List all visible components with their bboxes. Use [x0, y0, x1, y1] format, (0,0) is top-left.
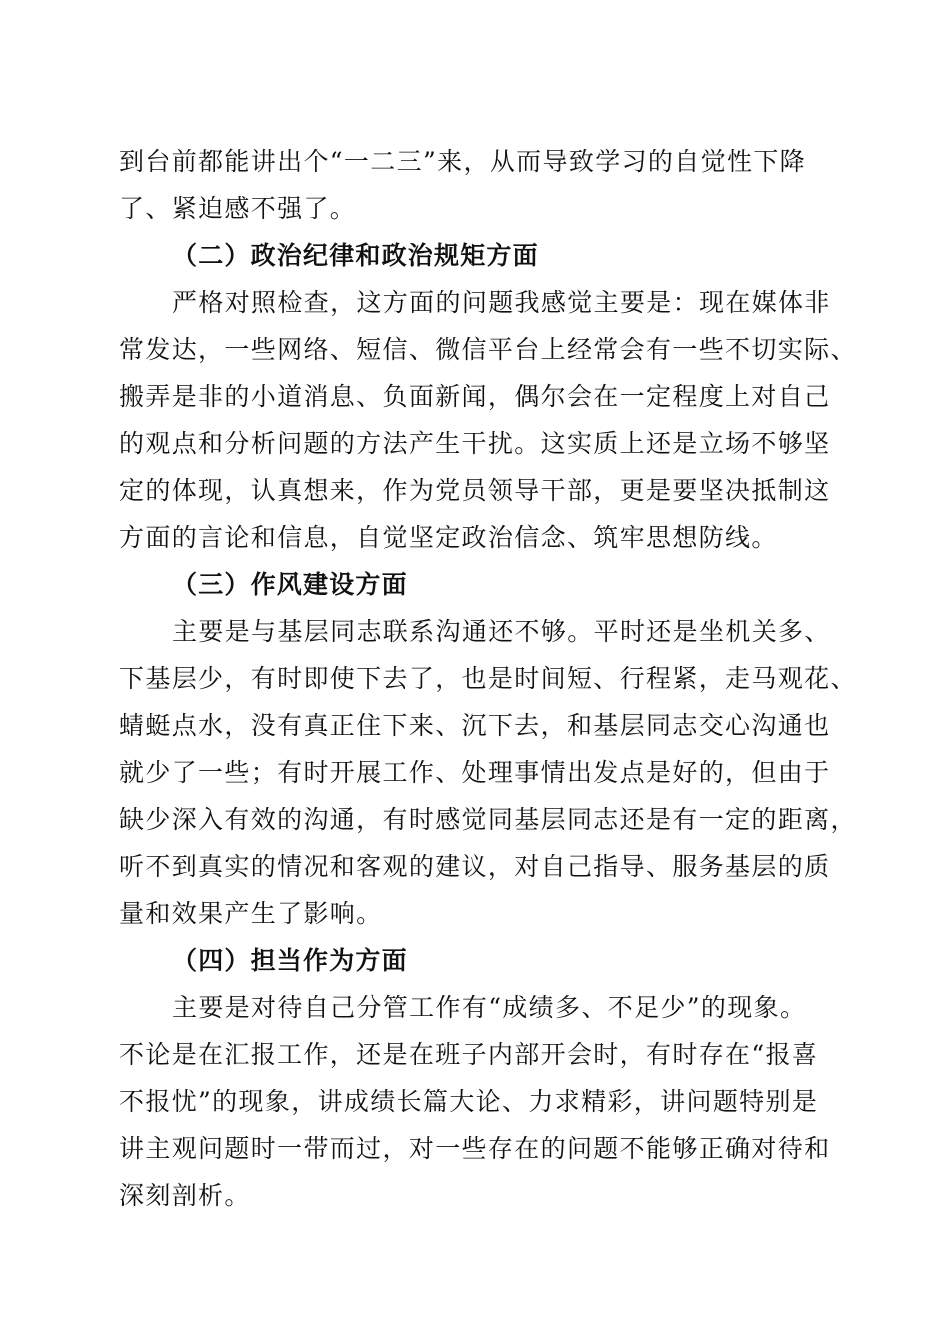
text-line: 主要是与基层同志联系沟通还不够。平时还是坐机关多、: [172, 617, 831, 646]
text-line: 了、紧迫感不强了。: [119, 194, 357, 223]
section-heading-work-style: （三）作风建设方面: [172, 570, 408, 599]
text-line: 缺少深入有效的沟通，有时感觉同基层同志还是有一定的距离，: [119, 805, 857, 834]
text-line: 下基层少，有时即使下去了，也是时间短、行程紧，走马观花、: [119, 664, 857, 693]
text-line: 深刻剖析。: [119, 1181, 251, 1210]
section-heading-political-discipline: （二）政治纪律和政治规矩方面: [172, 241, 539, 270]
text-line: 讲主观问题时一带而过，对一些存在的问题不能够正确对待和: [119, 1134, 831, 1163]
text-line: 定的体现，认真想来，作为党员领导干部，更是要坚决抵制这: [119, 476, 831, 505]
section-heading-responsibility: （四）担当作为方面: [172, 946, 408, 975]
text-line: 主要是对待自己分管工作有“成绩多、不足少”的现象。: [172, 993, 807, 1022]
text-line: 不报忧”的现象，讲成绩长篇大论、力求精彩，讲问题特别是: [119, 1087, 819, 1116]
text-line: 严格对照检查，这方面的问题我感觉主要是：现在媒体非: [172, 288, 831, 317]
text-line: 蜻蜓点水，没有真正住下来、沉下去，和基层同志交心沟通也: [119, 711, 831, 740]
text-line: 不论是在汇报工作，还是在班子内部开会时，有时存在“报喜: [119, 1040, 819, 1069]
text-line: 的观点和分析问题的方法产生干扰。这实质上还是立场不够坚: [119, 429, 831, 458]
text-line: 量和效果产生了影响。: [119, 899, 383, 928]
text-line: 听不到真实的情况和客观的建议，对自己指导、服务基层的质: [119, 852, 831, 881]
text-line: 方面的言论和信息，自觉坚定政治信念、筑牢思想防线。: [119, 523, 778, 552]
text-line: 到台前都能讲出个“一二三”来，从而导致学习的自觉性下降: [119, 147, 807, 176]
text-line: 常发达，一些网络、短信、微信平台上经常会有一些不切实际、: [119, 335, 857, 364]
text-line: 就少了一些；有时开展工作、处理事情出发点是好的，但由于: [119, 758, 831, 787]
text-line: 搬弄是非的小道消息、负面新闻，偶尔会在一定程度上对自己: [119, 382, 831, 411]
